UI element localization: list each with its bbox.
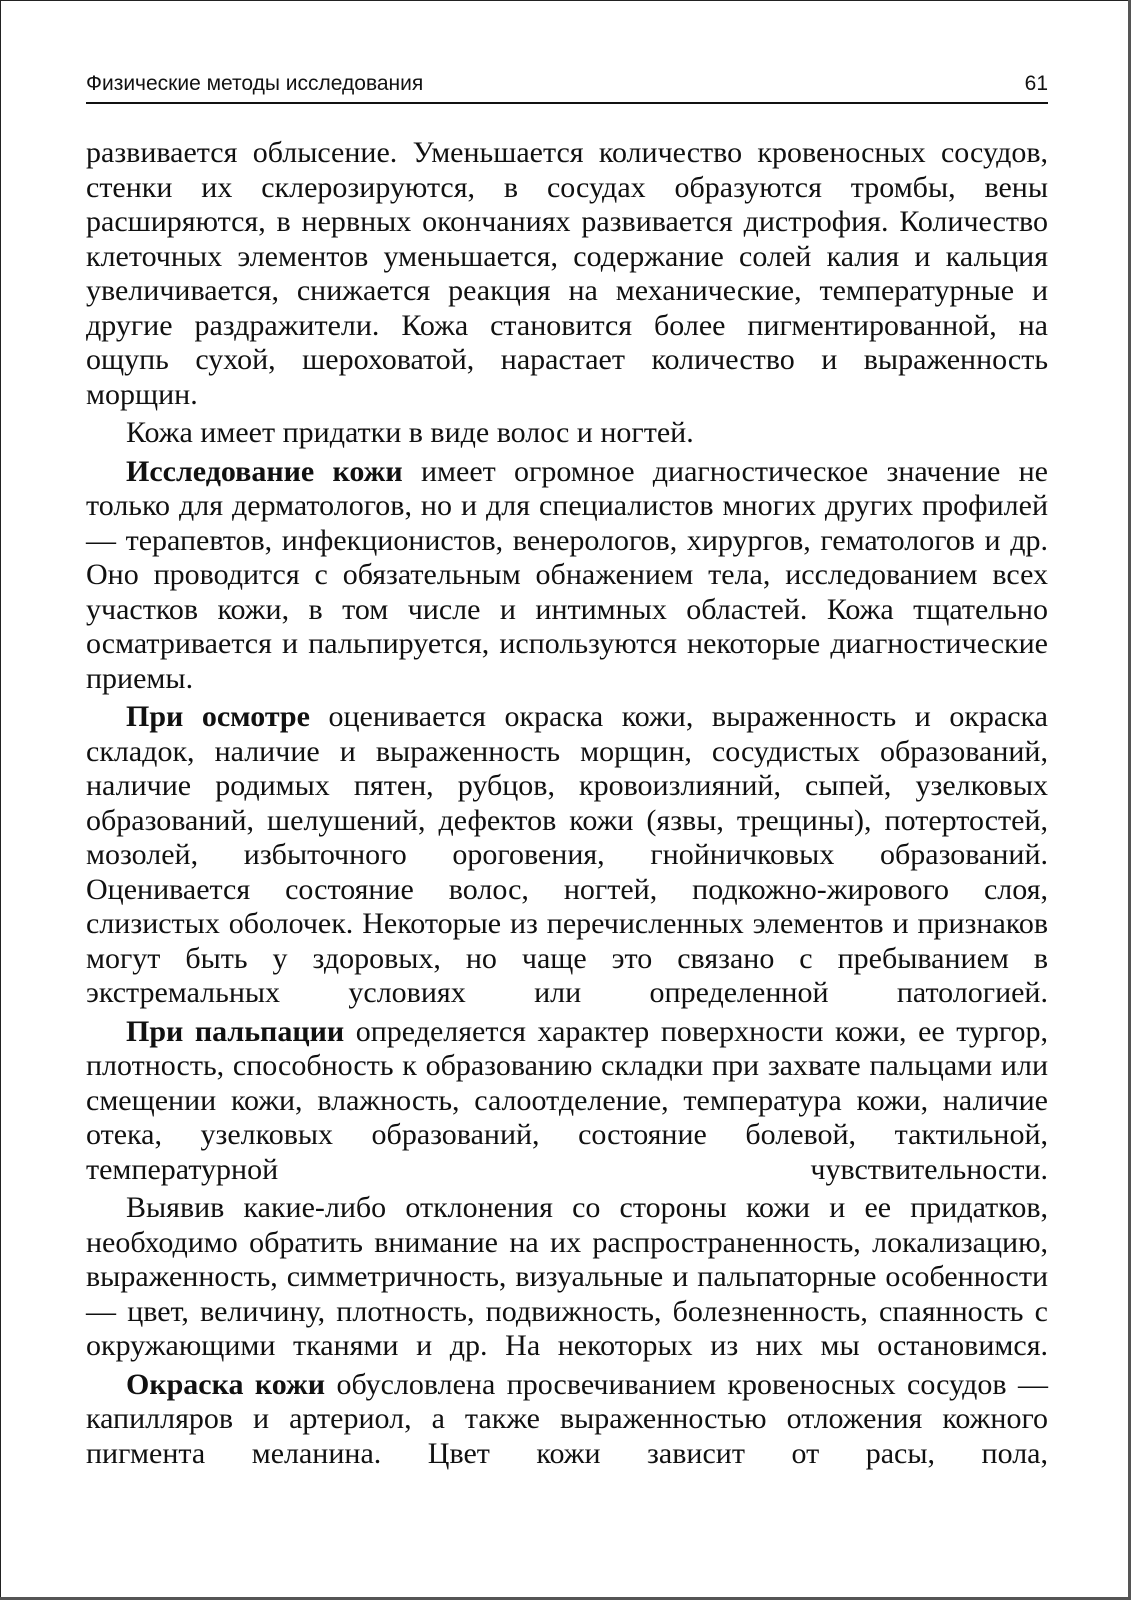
running-header [86,72,1048,102]
paragraph-text: Кожа имеет придатки в виде волос и ногтей. [126,416,694,449]
body-text [86,136,1048,1471]
header-rule [86,102,1048,104]
page-border-left [0,0,1,1600]
paragraph-text: определяется характер поверхности кожи, ее тургор, плотность, способность к образованию складки при захвате пальцами или смещении кожи, влажность, салоотделение, температура кожи, наличие отека, узелковых образований, состояние болевой, тактильной, температурной чувствительности. [86,1014,1048,1186]
paragraph-skin-color [86,1368,1048,1472]
paragraph-text: оценивается окраска кожи, выраженность и окраска складок, наличие и выраженность морщин, сосудистых образований, наличие родимых пятен, рубцов, кровоизлияний, сыпей, узелковых образований, шелушений, дефектов кожи (язвы, трещины), потертостей, мозолей, избыточного ороговения, гнойничковых образований. Оценивается состояние волос, ногтей, подкожно-жирового слоя, слизистых оболочек. Некоторые из перечисленных элементов и признаков могут быть у здоровых, но чаще это связано с пребыванием в экстремальных условиях или определенной патологией. [86,700,1048,1009]
paragraph-heading: Окраска кожи [126,1367,326,1401]
paragraph-text: развивается облысение. Уменьшается количество кровеносных сосудов, стенки их склерозируются, в сосудах образуются тромбы, вены расширяются, в нервных окончаниях развивается дистрофия. Количество клеточных элементов уменьшается, содержание солей калия и кальция увеличивается, снижается реакция на механические, температурные и другие раздражители. Кожа становится более пигментированной, на ощупь сухой, шероховатой, нарастает количество и выраженность морщин. [86,136,1048,411]
page-number: 61 [1024,72,1048,95]
paragraph-continuation [86,136,1048,412]
paragraph-heading: Исследование кожи [126,454,403,488]
paragraph-inspection [86,700,1048,1011]
paragraph-text: Выявив какие-либо отклонения со стороны кожи и ее придатков, необходимо обратить внимание на их распространенность, локализацию, выраженность, симметричность, визуальные и пальпаторные особенности — цвет, величину, плотность, подвижность, болезненность, спаянность с окружающими тканями и др. На некоторых из них мы остановимся. [86,1191,1048,1362]
paragraph-text: имеет огромное диагностическое значение не только для дерматологов, но и для специалистов многих других профилей — терапевтов, инфекционистов, венерологов, хирургов, гематологов и др. Оно проводится с обязательным обнажением тела, исследованием всех участков кожи, в том числе и интимных областей. Кожа тщательно осматривается и пальпируется, используются некоторые диагностические приемы. [86,454,1048,695]
paragraph-heading: При осмотре [126,700,310,733]
running-header-title: Физические методы исследования [86,72,424,95]
paragraph-deviations [86,1191,1048,1364]
page-border-top [0,0,1131,1]
paragraph-palpation [86,1015,1048,1188]
paragraph-appendages [86,416,1048,451]
paragraph-skin-examination [86,455,1048,697]
paragraph-text: обусловлена просвечиванием кровеносных сосудов — капилляров и артериол, а также выраженностью отложения кожного пигмента меланина. Цвет кожи зависит от расы, пола, [86,1367,1048,1470]
paragraph-heading: При пальпации [126,1014,345,1048]
